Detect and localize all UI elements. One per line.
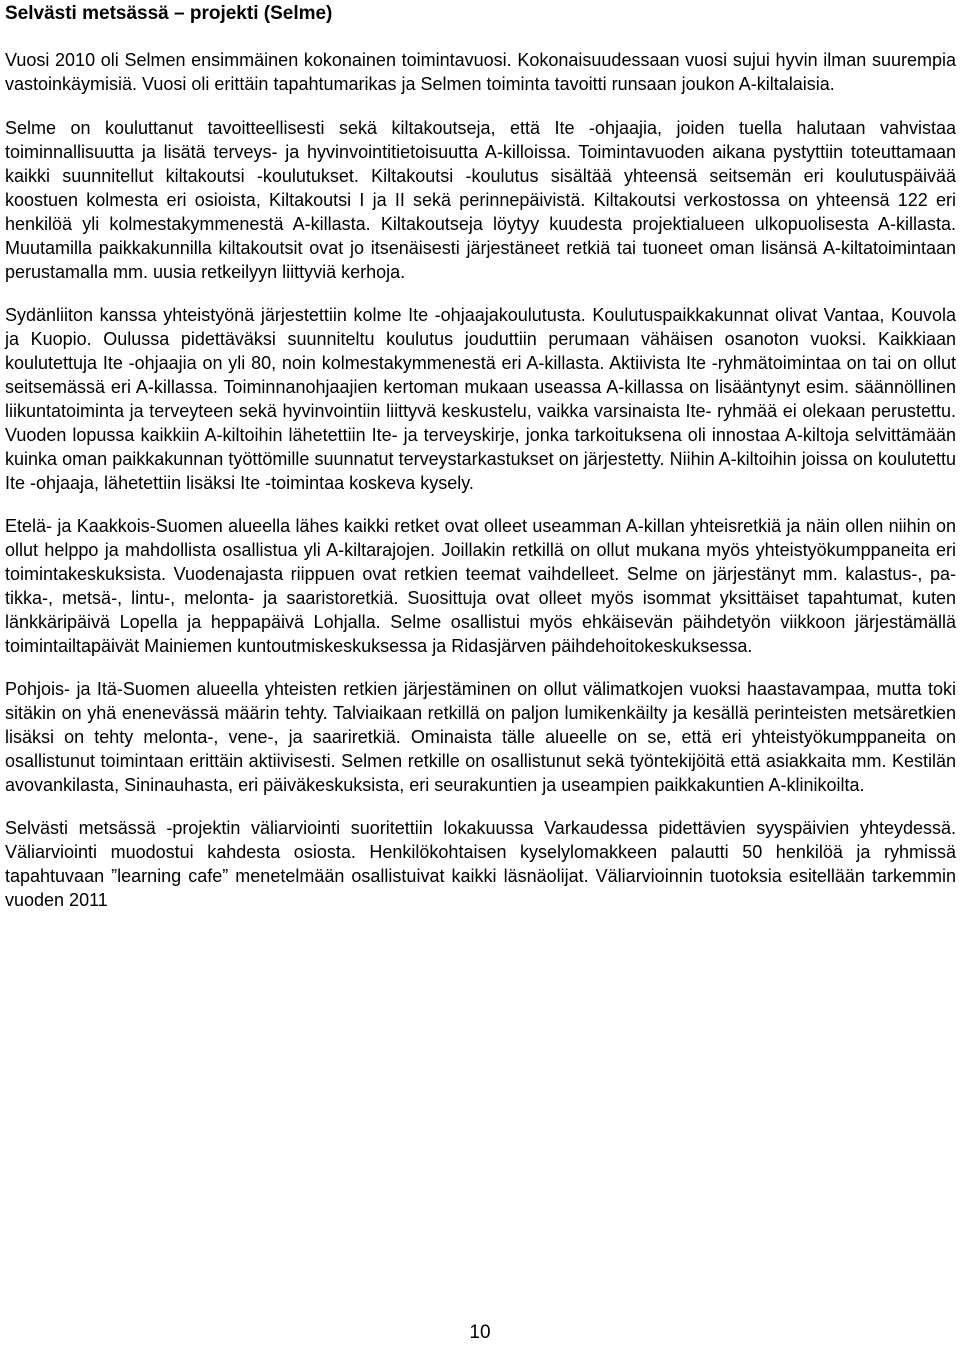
paragraph-south-region: Etelä- ja Kaakkois-Suomen alueella lähes kaikki retket ovat olleet useamman A-killan yhteisretkiä ja näin ollen niihin on ollut helppo ja mahdollista osallistua yli A-kiltarajojen. Joillakin retkillä on ollut mukana myös yhteistyökumppaneita eri toimintakeskuksista. Vuodenajasta riippuen ovat retkien teemat vaihdelleet. Selme on järjestänyt mm. kalastus-, patikka-, metsä-, lintu-, melonta- ja saaristoretkiä. Suosittuja ovat olleet myös isommat yksittäiset tapahtumat, kuten länkkäripäivä Lopella ja heppapäivä Lohjalla. Selme osallistui myös ehkäisevän päihdetyön viikkoon järjestämällä toimintailtapäivät Mainiemen kuntoutmiskeskuksessa ja Ridasjärven päihdehoitokeskuksessa.	[5, 516, 956, 656]
page-number: 10	[469, 1322, 491, 1343]
paragraph-north-region: Pohjois- ja Itä-Suomen alueella yhteisten retkien järjestäminen on ollut välimatkojen vuoksi haastavampaa, mutta toki sitäkin on yhä enenevässä määrin tehty. Talviaikaan retkillä on paljon lumikenkäilty ja kesällä perinteisten metsäretkien lisäksi on tehty melonta-, vene-, ja saariretkiä. Ominaista tälle alueelle on se, että eri yhteistyökumppaneita on osallistunut toimintaan erittäin aktiivisesti. Selmen retkille on osallistunut sekä työntekijöitä että asiakkaita mm. Kestilän avovankilasta, Sininauhasta, eri päiväkeskuksista, eri seurakuntien ja useampien paikkakuntien A-klinikoilta.	[5, 679, 956, 795]
paragraph-intro: Vuosi 2010 oli Selmen ensimmäinen kokonainen toimintavuosi. Kokonaisuudessaan vuosi sujui hyvin ilman suurempia vastoinkäymisiä. Vuosi oli erittäin tapahtumarikas ja Selmen toiminta tavoitti runsaan joukon A-kiltalaisia.	[5, 50, 956, 94]
paragraph-training: Selme on kouluttanut tavoitteellisesti sekä kiltakoutseja, että Ite -ohjaajia, joiden tuella halutaan vahvistaa toiminnallisuutta ja lisätä terveys- ja hyvinvointitietoisuutta A-killoissa. Toimintavuoden aikana pystyttiin toteuttamaan kaikki suunnitellut kiltakoutsi -koulutukset. Kiltakoutsi -koulutus sisältää yhteensä seitsemän eri koulutuspäivää koostuen kolmesta eri osioista, Kiltakoutsi I ja II sekä perinnepäivistä. Kiltakoutsi verkostossa on yhteensä 122 eri henkilöä yli kolmestakymmenestä A-killasta. Kiltakoutseja löytyy kuudesta projektialueen ulkopuolisesta A-killasta. Muutamilla paikkakunnilla kiltakoutsit ovat jo itsenäisesti järjestäneet retkiä tai tuoneet oman lisänsä A-kiltatoimintaan perustamalla mm. uusia retkeilyyn liittyviä kerhoja.	[5, 118, 956, 282]
paragraph-ite-training: Sydänliiton kanssa yhteistyönä järjestettiin kolme Ite -ohjaajakoulutusta. Koulutuspaikkakunnat olivat Vantaa, Kouvola ja Kuopio. Oulussa pidettäväksi suunniteltu koulutus jouduttiin perumaan vähäisen osanoton vuoksi. Kaikkiaan koulutettuja Ite -ohjaajia on yli 80, noin kolmestakymmenestä eri A-killasta. Aktiivista Ite -ryhmätoimintaa on tai on ollut seitsemässä eri A-killassa. Toiminnanohjaajien kertoman mukaan useassa A-killassa on lisääntynyt esim. säännöllinen liikuntatoiminta ja terveyteen sekä hyvinvointiin liittyvä keskustelu, vaikka varsinaista Ite- ryhmää ei olekaan perustettu. Vuoden lopussa kaikkiin A-kiltoihin lähetettiin Ite- ja terveyskirje, jonka tarkoituksena oli innostaa A-kiltoja selvittämään kuinka oman paikkakunnan työttömille suunnatut terveystarkastukset on järjestetty. Niihin A-kiltoihin joissa on koulutettu Ite -ohjaaja, lähetettiin lisäksi Ite -toimintaa koskeva kysely.	[5, 305, 956, 493]
paragraph-evaluation: Selvästi metsässä -projektin väliarviointi suoritettiin lokakuussa Varkaudessa pidettävien syyspäivien yhteydessä. Väliarviointi muodostui kahdesta osiosta. Henkilökohtaisen kyselylomakkeen palautti 50 henkilöä ja ryhmissä tapahtuvaan ”learning cafe” menetelmään osallistuivat kaikki läsnäolijat. Väliarvioinnin tuotoksia esitellään tarkemmin vuoden 2011	[5, 818, 956, 910]
document-body	[5, 48, 956, 931]
page-title: Selvästi metsässä – projekti (Selme)	[5, 3, 333, 24]
